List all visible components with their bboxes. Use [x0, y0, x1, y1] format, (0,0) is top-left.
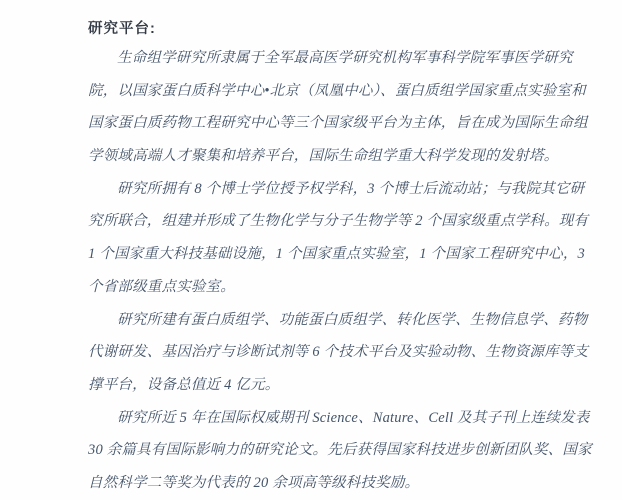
paragraph-line: 个省部级重点实验室。	[88, 278, 235, 295]
document-body	[88, 42, 592, 500]
paragraph-line: 30 余篇具有国际影响力的研究论文。先后获得国家科技进步创新团队奖、国家	[88, 442, 592, 459]
document-heading: 研究平台:	[88, 21, 156, 37]
paragraph-line: 院，以国家蛋白质科学中心•北京（凤凰中心）、蛋白质组学国家重点实验室和	[88, 82, 586, 99]
paragraph-line: 国家蛋白质药物工程研究中心等三个国家级平台为主体，旨在成为国际生命组	[88, 115, 588, 132]
paragraph-line: 自然科学二等奖为代表的 20 余项高等级科技奖励。	[88, 474, 420, 491]
paragraph-line: 研究所近 5 年在国际权威期刊 Science、Nature、Cell 及其子刊上连续发表	[117, 409, 590, 426]
paragraph-line: 代谢研发、基因治疗与诊断试剂等 6 个技术平台及实验动物、生物资源库等支	[88, 344, 589, 361]
document-content	[88, 20, 592, 500]
paragraph-line: 生命组学研究所隶属于全军最高医学研究机构军事科学院军事医学研究	[117, 50, 573, 66]
paragraph-line: 撑平台，设备总值近 4 亿元。	[88, 376, 280, 393]
paragraph-line: 研究所建有蛋白质组学、功能蛋白质组学、转化医学、生物信息学、药物	[117, 311, 588, 328]
paragraph-line: 1 个国家重大科技基础设施，1 个国家重点实验室，1 个国家工程研究中心，3	[88, 246, 585, 263]
paragraph-line: 学领域高端人才聚集和培养平台，国际生命组学重大科学发现的发射塔。	[88, 148, 559, 165]
paragraph-line: 究所联合，组建并形成了生物化学与分子生物学等 2 个国家级重点学科。现有	[88, 213, 589, 230]
paragraph-line: 研究所拥有 8 个博士学位授予权学科，3 个博士后流动站；与我院其它研	[117, 180, 585, 197]
